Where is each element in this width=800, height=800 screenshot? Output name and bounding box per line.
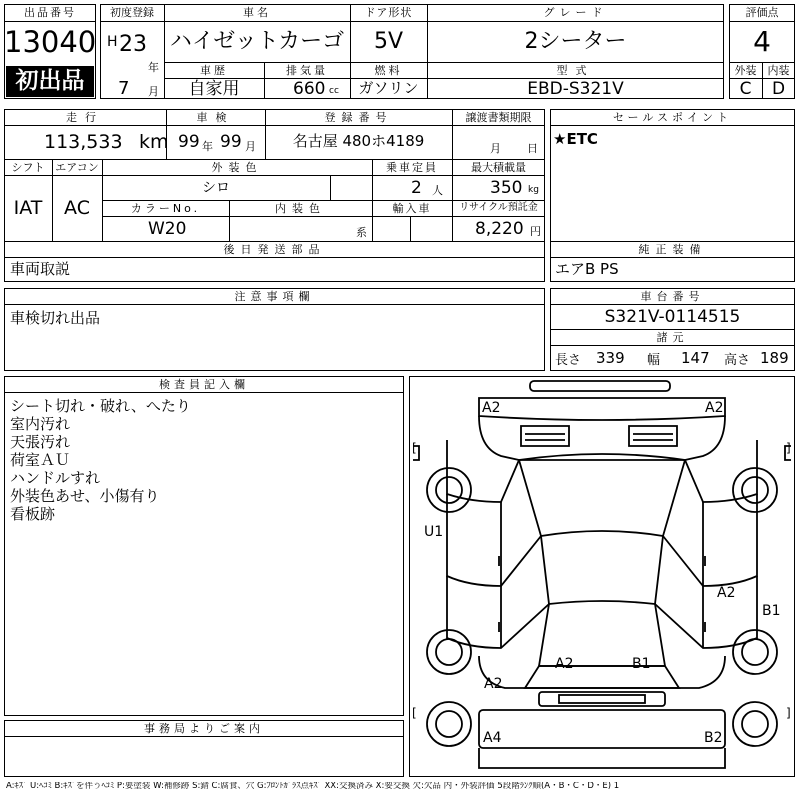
inspection-month: 99 — [220, 132, 242, 152]
recycle-value: 8,220 — [475, 219, 524, 239]
fuel-value: ガソリン — [358, 79, 419, 97]
specs-label: 諸元 — [656, 331, 689, 344]
sales-point-value: ★ETC — [553, 130, 598, 148]
capacity-unit: 人 — [432, 184, 443, 197]
int-color-label: 内装色 — [275, 202, 326, 215]
lot-label: 出品番号 — [24, 6, 76, 19]
mileage-value: 113,533 — [44, 131, 123, 153]
plate-label: 登録番号 — [324, 111, 393, 124]
transfer-month-unit: 月 — [490, 142, 501, 155]
score-int-label: 内装 — [767, 64, 790, 77]
sales-point-label: セールスポイント — [612, 111, 732, 124]
car-diagram — [409, 376, 795, 777]
inspector-line: 荷室ＡＵ — [10, 451, 71, 469]
reg-year-unit: 年 — [148, 61, 159, 74]
max-load-unit: kg — [528, 185, 539, 195]
later-parts-label: 後日発送部品 — [223, 243, 326, 256]
inspector-line: シート切れ・破れ、へたり — [10, 397, 191, 415]
specs-length-label: 長さ — [555, 353, 582, 368]
specs-height: 189 — [760, 349, 789, 367]
door-label: ドア形状 — [364, 6, 413, 19]
score-value: 4 — [753, 25, 771, 58]
inspection-year-unit: 年 — [202, 140, 213, 153]
transfer-label: 譲渡書類期限 — [465, 111, 532, 124]
fuel-label: 燃料 — [374, 64, 403, 77]
inspector-line: 天張汚れ — [10, 433, 71, 451]
capacity-label: 乗車定員 — [386, 161, 438, 174]
inspector-line: 室内汚れ — [10, 415, 71, 433]
equipment-label: 純正装備 — [638, 243, 707, 256]
transfer-day-unit: 日 — [527, 142, 538, 155]
damage-front-left: A2 — [482, 400, 501, 416]
damage-rear-left: A2 — [484, 676, 503, 692]
displacement-label: 排気量 — [286, 64, 328, 77]
specs-length: 339 — [596, 349, 625, 367]
lot-number: 13040 — [4, 25, 97, 59]
later-parts-value: 車両取説 — [10, 260, 71, 278]
reg-month: 7 — [118, 78, 130, 99]
car-name: ハイゼットカーゴ — [169, 29, 345, 54]
door-value: 5V — [373, 29, 404, 54]
damage-left-door: U1 — [424, 524, 444, 540]
max-load-label: 最大積載量 — [471, 161, 526, 174]
specs-width-label: 幅 — [647, 353, 661, 368]
shift-label: シフト — [11, 161, 45, 174]
damage-front-right: A2 — [705, 400, 724, 416]
inspector-label: 検査員記入欄 — [159, 378, 249, 391]
ext-color-value: シロ — [202, 180, 230, 196]
car-label: 車名 — [243, 6, 271, 19]
mileage-label: 走行 — [66, 111, 104, 124]
shift-value: IAT — [13, 197, 43, 219]
plate-value: 名古屋 480ホ4189 — [292, 132, 425, 150]
damage-right-rear: A2 — [717, 585, 736, 601]
inspection-year: 99 — [178, 132, 200, 152]
grade-label: グレード — [543, 6, 608, 19]
aircon-value: AC — [64, 197, 90, 219]
int-color-unit: 系 — [356, 226, 367, 239]
inspector-lines — [10, 397, 191, 523]
inspector-line: 看板跡 — [10, 505, 56, 523]
capacity-value: 2 — [411, 178, 422, 198]
svg-text:[: [ — [412, 706, 417, 720]
chassis-value: S321V-0114515 — [604, 307, 741, 327]
ext-color-label: 外装色 — [211, 161, 263, 174]
score-label: 評価点 — [745, 6, 779, 19]
color-no-value: W20 — [148, 219, 187, 239]
recycle-unit: 円 — [530, 225, 541, 238]
damage-bumper-right: B2 — [704, 730, 723, 746]
reg-year: 23 — [119, 32, 147, 57]
model-label: 型式 — [556, 64, 595, 77]
aircon-label: エアコン — [55, 161, 99, 174]
inspection-month-unit: 月 — [245, 140, 256, 153]
import-label: 輸入車 — [392, 202, 432, 215]
reg-era: H — [107, 34, 118, 50]
notes-label: 注意事項欄 — [234, 290, 315, 303]
history-value: 自家用 — [188, 79, 240, 99]
damage-right-side: B1 — [762, 603, 781, 619]
max-load-value: 350 — [490, 178, 523, 198]
first-listing-badge: 初出品 — [6, 66, 94, 97]
history-label: 車歴 — [200, 64, 228, 77]
score-ext-label: 外装 — [734, 64, 757, 77]
reg-month-unit: 月 — [148, 85, 159, 98]
specs-width: 147 — [681, 349, 710, 367]
chassis-label: 車台番号 — [640, 290, 705, 303]
equipment-value: エアB PS — [555, 260, 619, 278]
color-no-label: カラーNo. — [130, 202, 201, 215]
inspector-line: ハンドルすれ — [10, 469, 101, 487]
inspection-label: 車検 — [196, 111, 235, 124]
damage-rear-center-left: A2 — [555, 656, 574, 672]
displacement-unit: cc — [329, 86, 339, 96]
reg-label: 初度登録 — [110, 6, 154, 19]
office-label: 事務局よりご案内 — [144, 722, 264, 735]
score-ext: C — [739, 79, 752, 99]
svg-text:]: ] — [786, 441, 791, 455]
svg-text:[: [ — [412, 441, 417, 455]
mileage-unit: km — [139, 131, 169, 153]
notes-value: 車検切れ出品 — [10, 309, 101, 327]
recycle-label: リサイクル預託金 — [459, 202, 538, 213]
specs-height-label: 高さ — [724, 353, 751, 368]
svg-text:]: ] — [786, 706, 791, 720]
model-value: EBD-S321V — [527, 79, 624, 99]
score-int: D — [771, 79, 786, 99]
inspector-line: 外装色あせ、小傷有り — [10, 487, 160, 505]
damage-rear-center-right: B1 — [632, 656, 651, 672]
legend: A:ｷｽﾞ U:ﾍｺﾐ B:ｷｽﾞを伴うﾍｺﾐ P:要塗装 W:補修跡 S:錆 C:腐食、穴 G:ﾌﾛﾝﾄｶﾞﾗｽ点ｷｽﾞ XX:交換済み X:要交換 欠:欠品 内・外装評価 5段階ﾗﾝｸ順(A・B・C・D・E) 1 — [6, 782, 620, 791]
grade-value: 2シーター — [524, 29, 627, 54]
displacement-value: 660 — [293, 79, 326, 99]
damage-bumper-left: A4 — [483, 730, 502, 746]
